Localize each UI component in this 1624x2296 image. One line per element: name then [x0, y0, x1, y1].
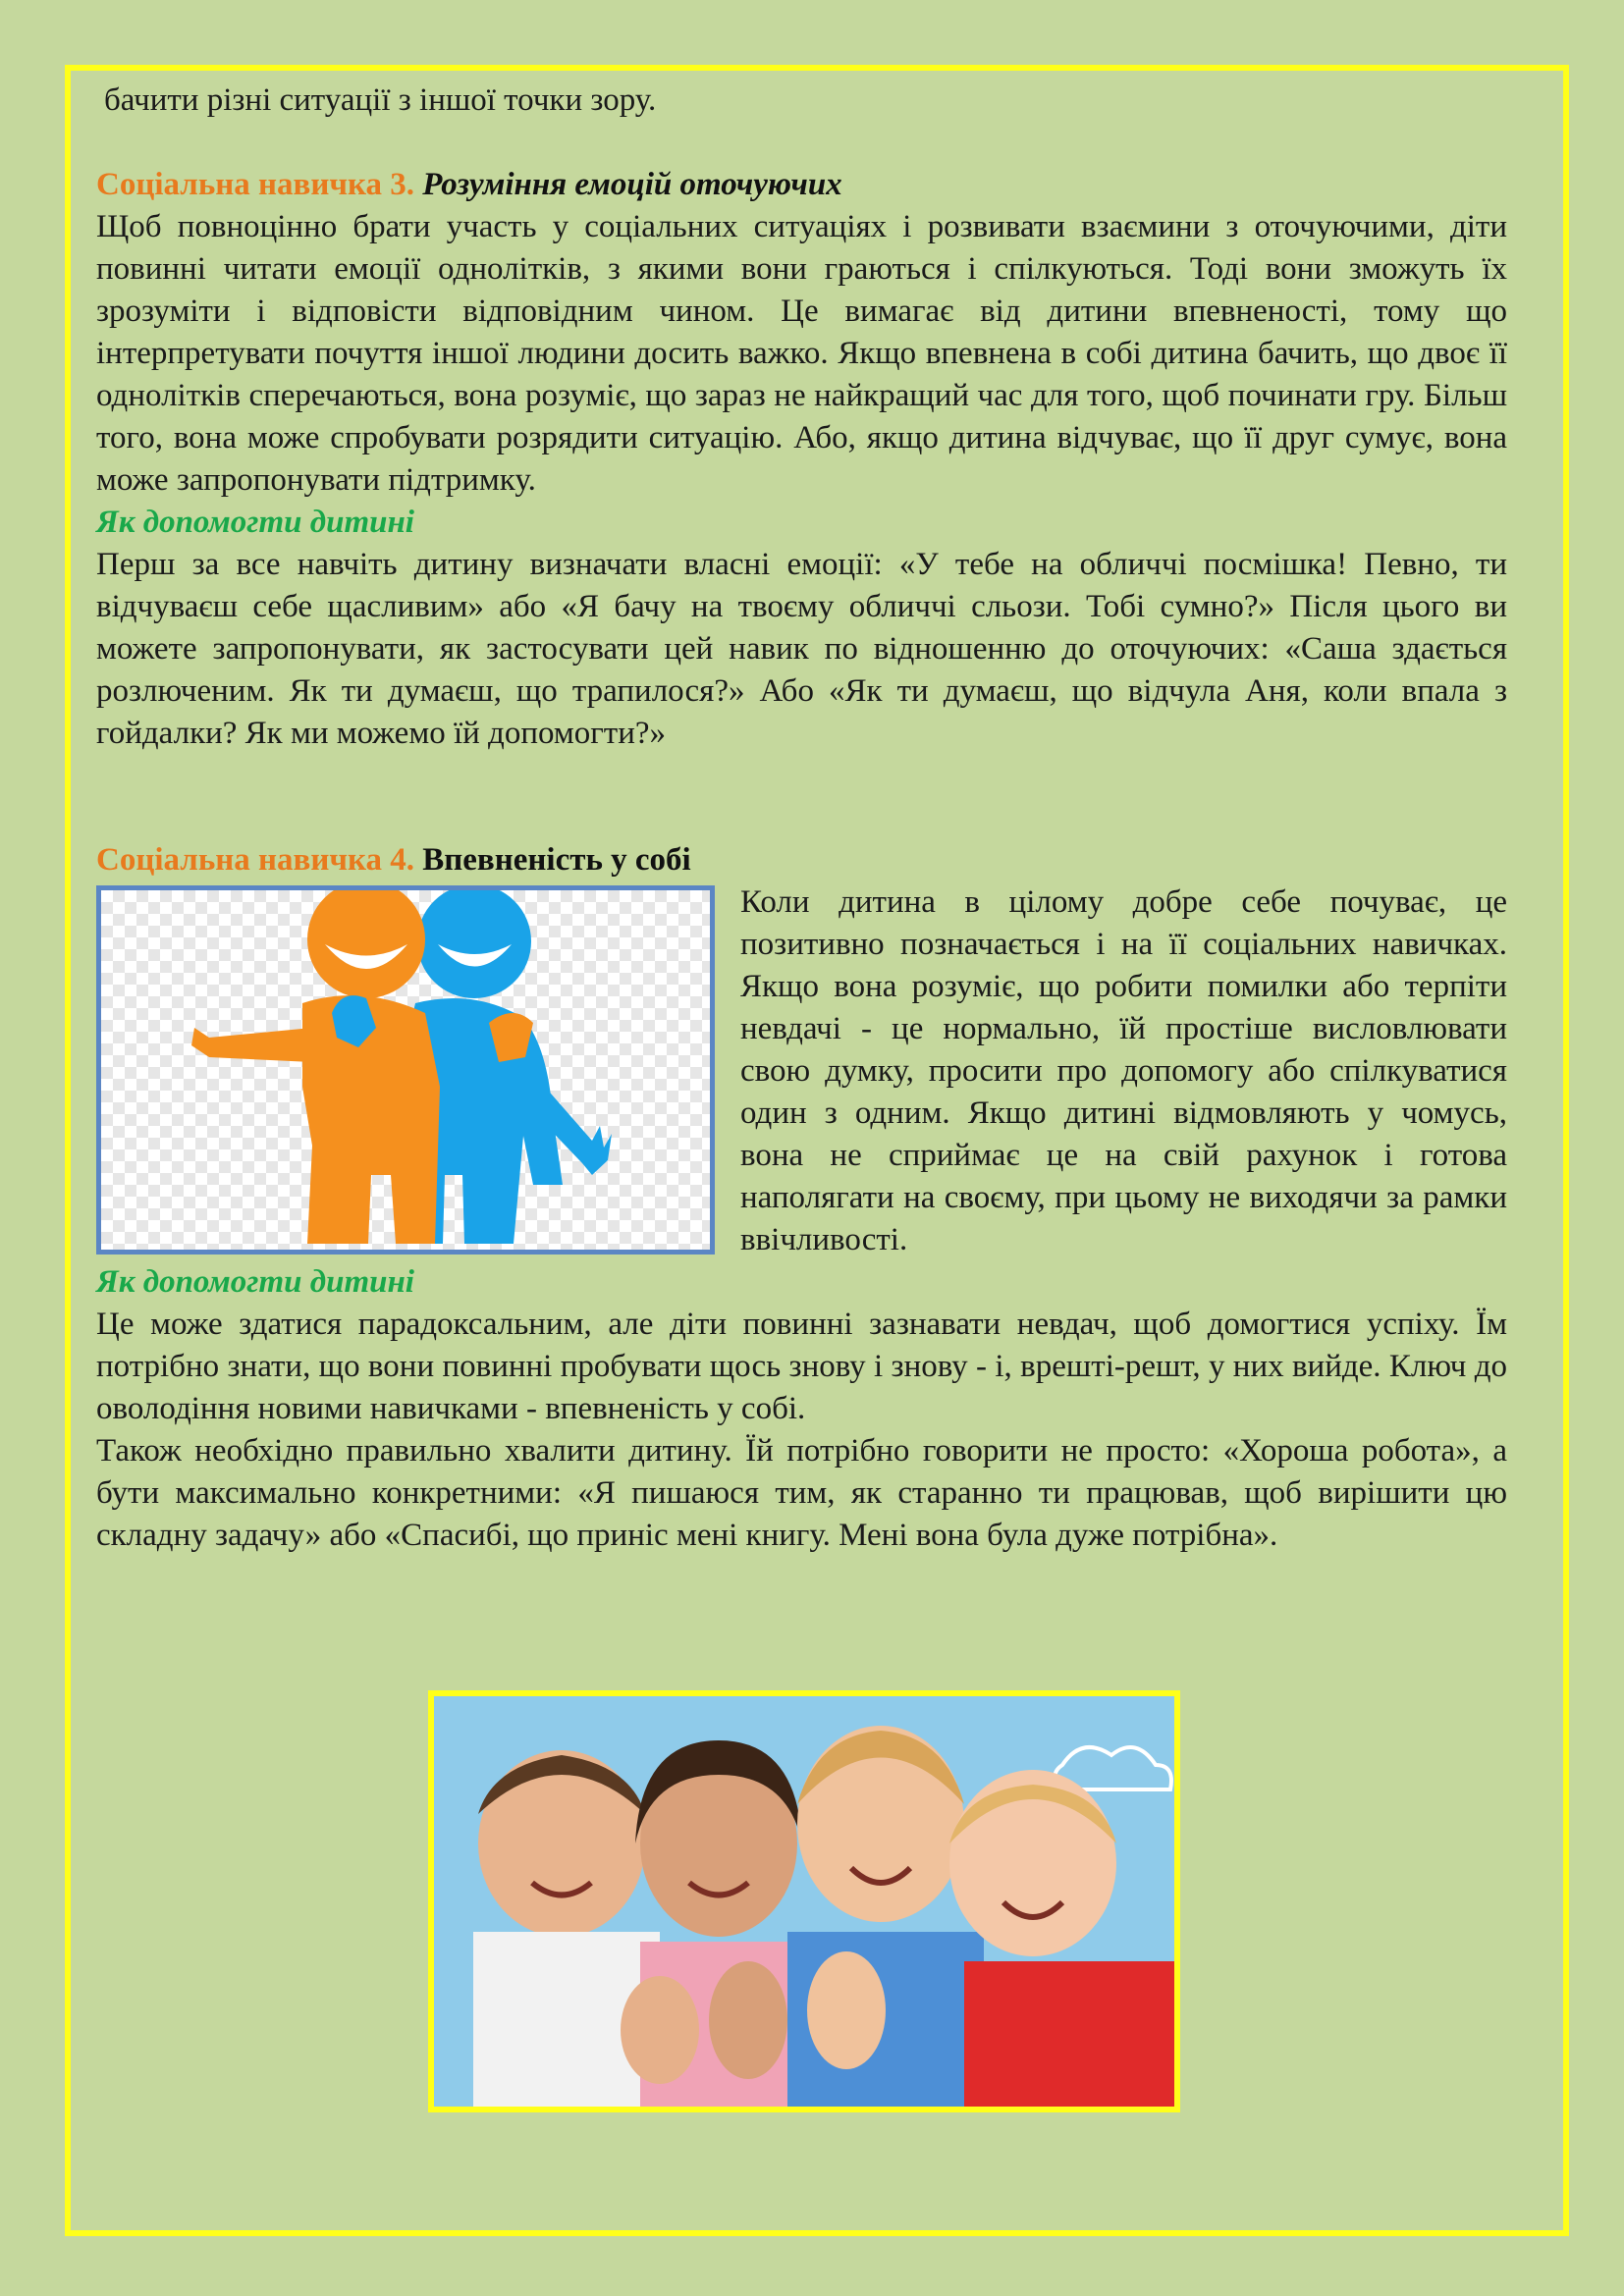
skill-3-help-body: Перш за все навчіть дитину визначати власні емоції: «У тебе на обличчі посмішка! Певно, ти відчуваєш себе щасливим» або «Я бачу на твоєму обличчі сльози. Тобі сумно?» Після цього ви можете запропонувати, як застосувати цей навик по відношенню до оточуючих: «Саша здається розлюченим. Як ти думаєш, що трапилося?» Або «Як ти думаєш, що відчула Аня, коли впала з гойдалки? Як ми можемо їй допомогти?»: [96, 547, 1507, 751]
skill-3-heading: [96, 164, 1507, 206]
skill-3-help-heading: Як допомогти дитині: [96, 505, 414, 540]
skill-3-section: [96, 164, 1507, 755]
skill-3-title: Розуміння емоцій оточуючих: [422, 167, 842, 202]
friends-illustration: [96, 885, 715, 1255]
skill-4-help-body-2: Також необхідно правильно хвалити дитину. Їй потрібно говорити не просто: «Хороша робота», а бути максимально конкретними: «Я пишаюся тим, як старанно ти працював, щоб вирішити цю складну задачу» або «Спасибі, що приніс мені книгу. Мені вона була дуже потрібна».: [96, 1433, 1507, 1553]
four-smiling-children-photo: [434, 1696, 1174, 2107]
skill-4-help-body-1: Це може здатися парадоксальним, але діти повинні зазнавати невдач, щоб домогтися успіху. Їм потрібно знати, що вони повинні пробувати щось знову і знову - і, врешті-решт, у них вийде. Ключ до оволодіння новими навичками - впевненість у собі.: [96, 1307, 1507, 1426]
skill-4-section: [96, 839, 1507, 1557]
children-photo: [428, 1690, 1180, 2112]
orange-figure: [191, 890, 440, 1244]
skill-3-label: Соціальна навичка 3.: [96, 167, 415, 202]
skill-4-body: Коли дитина в цілому добре себе почуває, це позитивно позначається і на її соціальних навичках. Якщо вона розуміє, що робити помилки або терпіти невдачі - це нормально, їй простіше висловлювати свою думку, просити про допомогу або спілкуватися один з одним. Якщо дитині відмовляють у чомусь, вона не сприймає це на свій рахунок і готова наполягати на своєму, при цьому не виходячи за рамки ввічливості.: [740, 884, 1507, 1257]
skill-4-title: Впевненість у собі: [422, 842, 691, 878]
skill-4-help-heading: Як допомогти дитині: [96, 1264, 414, 1300]
skill-3-body: Щоб повноцінно брати участь у соціальних ситуаціях і розвивати взаємини з оточуючими, діти повинні читати емоції однолітків, з якими вони граються і спілкуються. Тоді вони зможуть їх зрозуміти і відповісти відповідним чином. Це вимагає від дитини впевненості, тому що інтерпретувати почуття іншої людини досить важко. Якщо впевнена в собі дитина бачить, що двоє її однолітків сперечаються, вона розуміє, що зараз не найкращий час для того, щоб починати гру. Більш того, вона може спробувати розрядити ситуацію. Або, якщо дитина відчуває, що її друг сумує, вона може запропонувати підтримку.: [96, 209, 1507, 498]
skill-4-heading: [96, 839, 1507, 881]
two-smiling-figures-icon: [101, 890, 710, 1250]
intro-line: бачити різні ситуації з іншої точки зору.: [104, 82, 657, 118]
skill-4-label: Соціальна навичка 4.: [96, 842, 415, 878]
